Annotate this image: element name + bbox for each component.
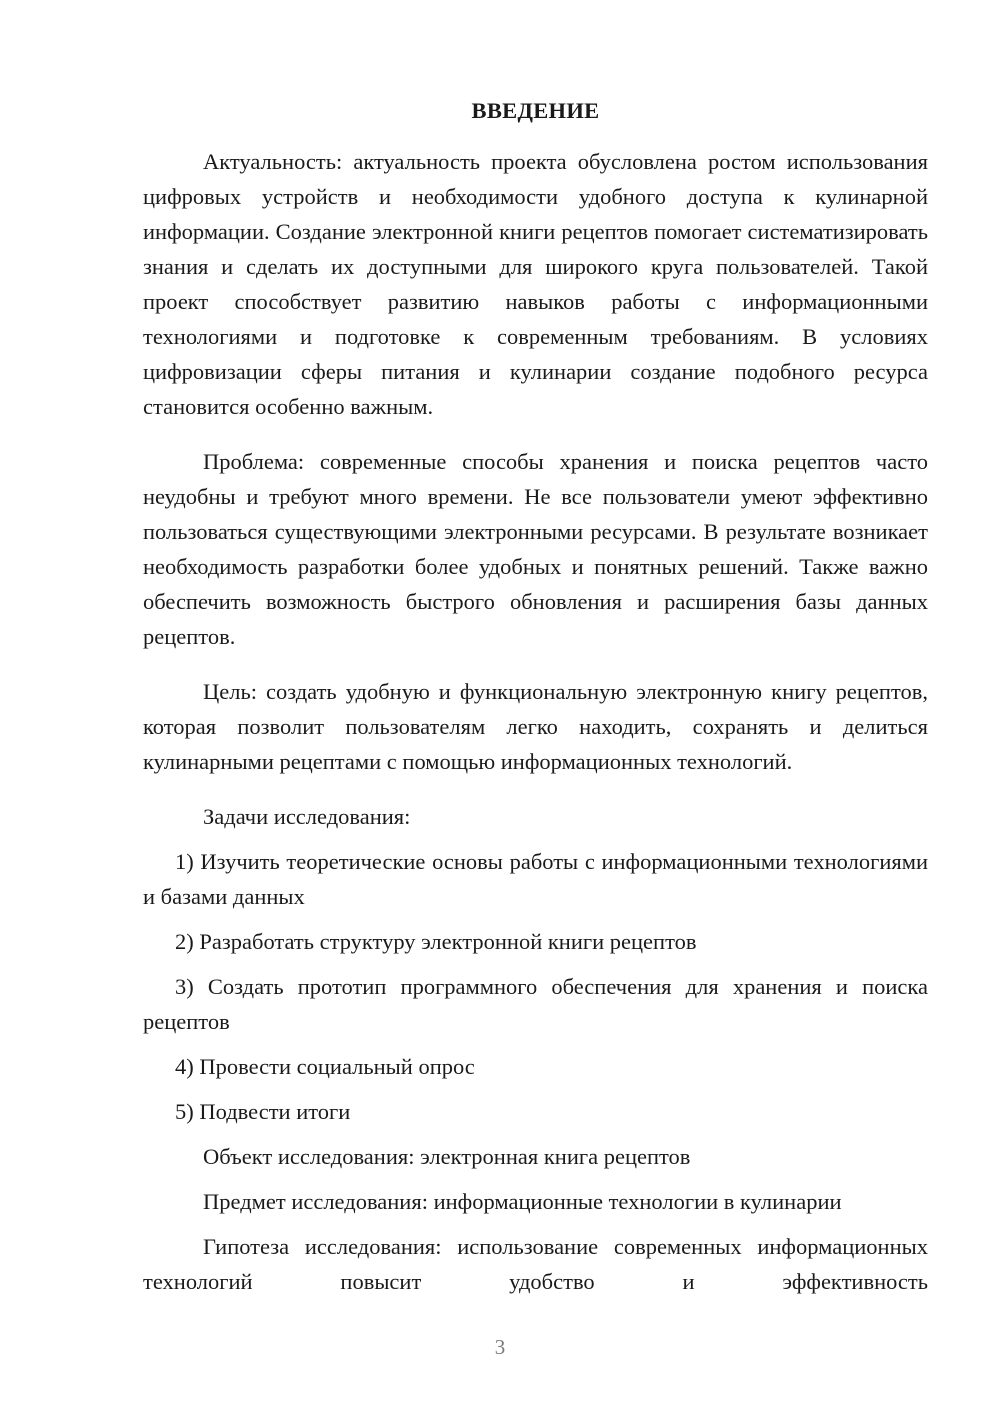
task-item: 5) Подвести итоги (175, 1099, 351, 1124)
hypothesis-paragraph: Гипотеза исследования: использование современных информационных технологий повысит удобство и эффективность (143, 1234, 928, 1294)
research-subject: Предмет исследования: информационные технологии в кулинарии (203, 1189, 842, 1214)
task-item: 4) Провести социальный опрос (175, 1054, 475, 1079)
tasks-heading: Задачи исследования: (203, 804, 411, 829)
task-item: 2) Разработать структуру электронной книги рецептов (175, 929, 697, 954)
research-object: Объект исследования: электронная книга рецептов (203, 1144, 691, 1169)
page-number: 3 (494, 1335, 506, 1359)
task-item: 1) Изучить теоретические основы работы с информационными технологиями и базами данных (143, 849, 928, 909)
task-item: 3) Создать прототип программного обеспечения для хранения и поиска рецептов (143, 974, 928, 1034)
problem-paragraph: Проблема: современные способы хранения и поиска рецептов часто неудобны и требуют много времени. Не все пользователи умеют эффективно пользоваться существующими электронными ресурсами. В результате возникает необходимость разработки более удобных и понятных решений. Также важно обеспечить возможность быстрого обновления и расширения базы данных рецептов. (143, 449, 928, 649)
page-content (143, 96, 928, 1299)
relevance-paragraph: Актуальность: актуальность проекта обусловлена ростом использования цифровых устройств и необходимости удобного доступа к кулинарной информации. Создание электронной книги рецептов помогает систематизировать знания и сделать их доступными для широкого круга пользователей. Такой проект способствует развитию навыков работы с информационными технологиями и подготовке к современным требованиям. В условиях цифровизации сферы питания и кулинарии создание подобного ресурса становится особенно важным. (143, 149, 928, 419)
goal-paragraph: Цель: создать удобную и функциональную электронную книгу рецептов, которая позволит пользователям легко находить, сохранять и делиться кулинарными рецептами с помощью информационных технологий. (143, 679, 928, 774)
section-title: ВВЕДЕНИЕ (471, 98, 600, 123)
